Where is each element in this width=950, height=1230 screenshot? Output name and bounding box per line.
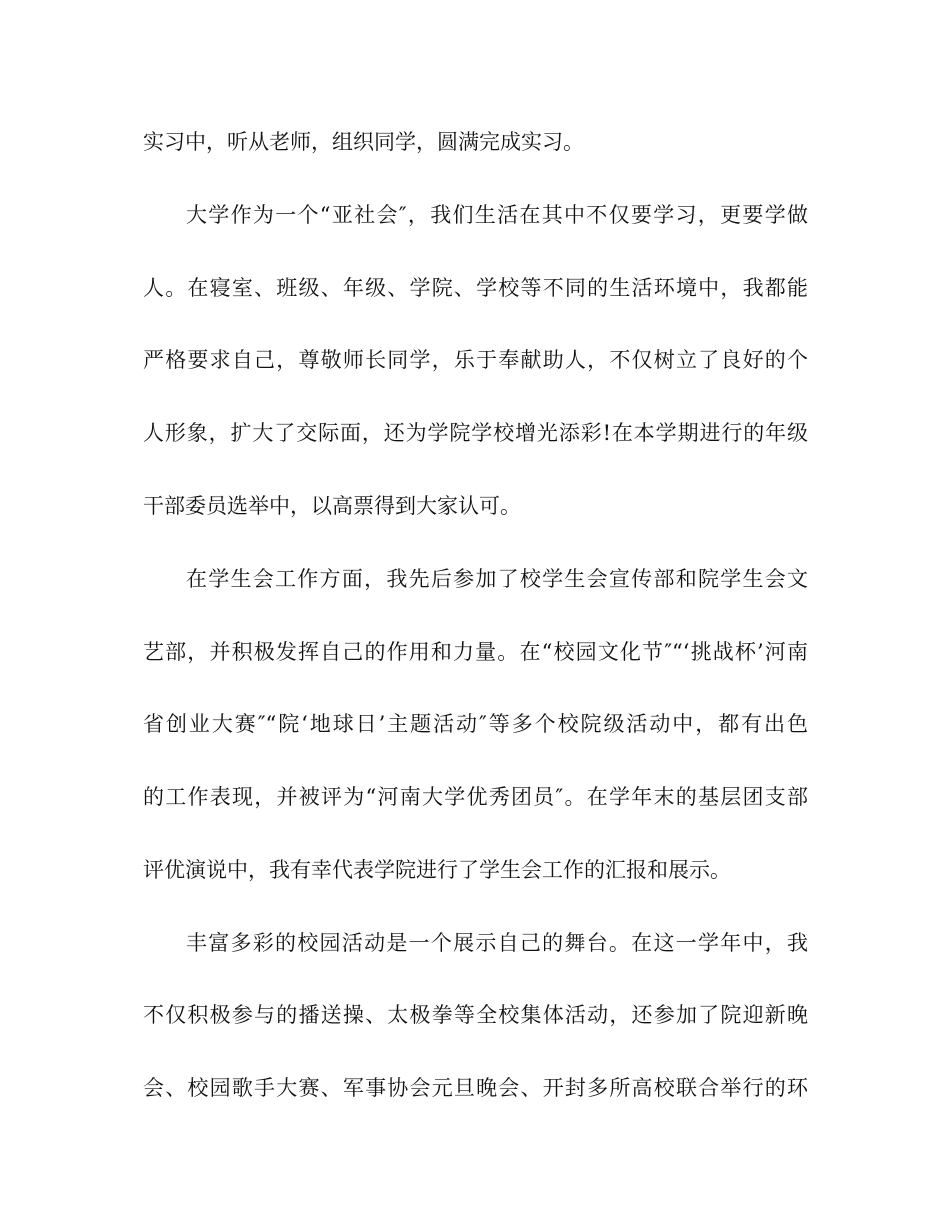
- paragraph-line: 大学作为一个“亚社会″，我们生活在其中不仅要学习，更要学做: [186, 203, 808, 227]
- paragraph-line: 不仅积极参与的播送操、太极拳等全校集体活动，还参加了院迎新晚: [143, 1003, 808, 1027]
- paragraph-line: 实习中，听从老师，组织同学，圆满完成实习。: [143, 130, 584, 154]
- paragraph-line: 丰富多彩的校园活动是一个展示自己的舞台。在这一学年中，我: [186, 931, 808, 955]
- paragraph-line: 会、校园歌手大赛、军事协会元旦晚会、开封多所高校联合举行的环: [143, 1076, 808, 1100]
- paragraph-line: 的工作表现，并被评为“河南大学优秀团员″。在学年末的基层团支部: [143, 785, 808, 809]
- paragraph-line: 评优演说中，我有幸代表学院进行了学生会工作的汇报和展示。: [143, 858, 731, 882]
- paragraph-line: 严格要求自己，尊敬师长同学，乐于奉献助人，不仅树立了良好的个: [143, 348, 808, 372]
- paragraph-line: 人形象，扩大了交际面，还为学院学校增光添彩!在本学期进行的年级: [143, 421, 808, 445]
- paragraph-line: 在学生会工作方面，我先后参加了校学生会宣传部和院学生会文: [186, 567, 808, 591]
- paragraph-line: 省创业大赛″“院‘地球日’主题活动″等多个校院级活动中，都有出色: [143, 712, 808, 736]
- paragraph-line: 艺部，并积极发挥自己的作用和力量。在“校园文化节″“‘挑战杯’河南: [143, 640, 808, 664]
- paragraph-line: 干部委员选举中，以高票得到大家认可。: [143, 494, 521, 518]
- paragraph-line: 人。在寝室、班级、年级、学院、学校等不同的生活环境中，我都能: [143, 276, 808, 300]
